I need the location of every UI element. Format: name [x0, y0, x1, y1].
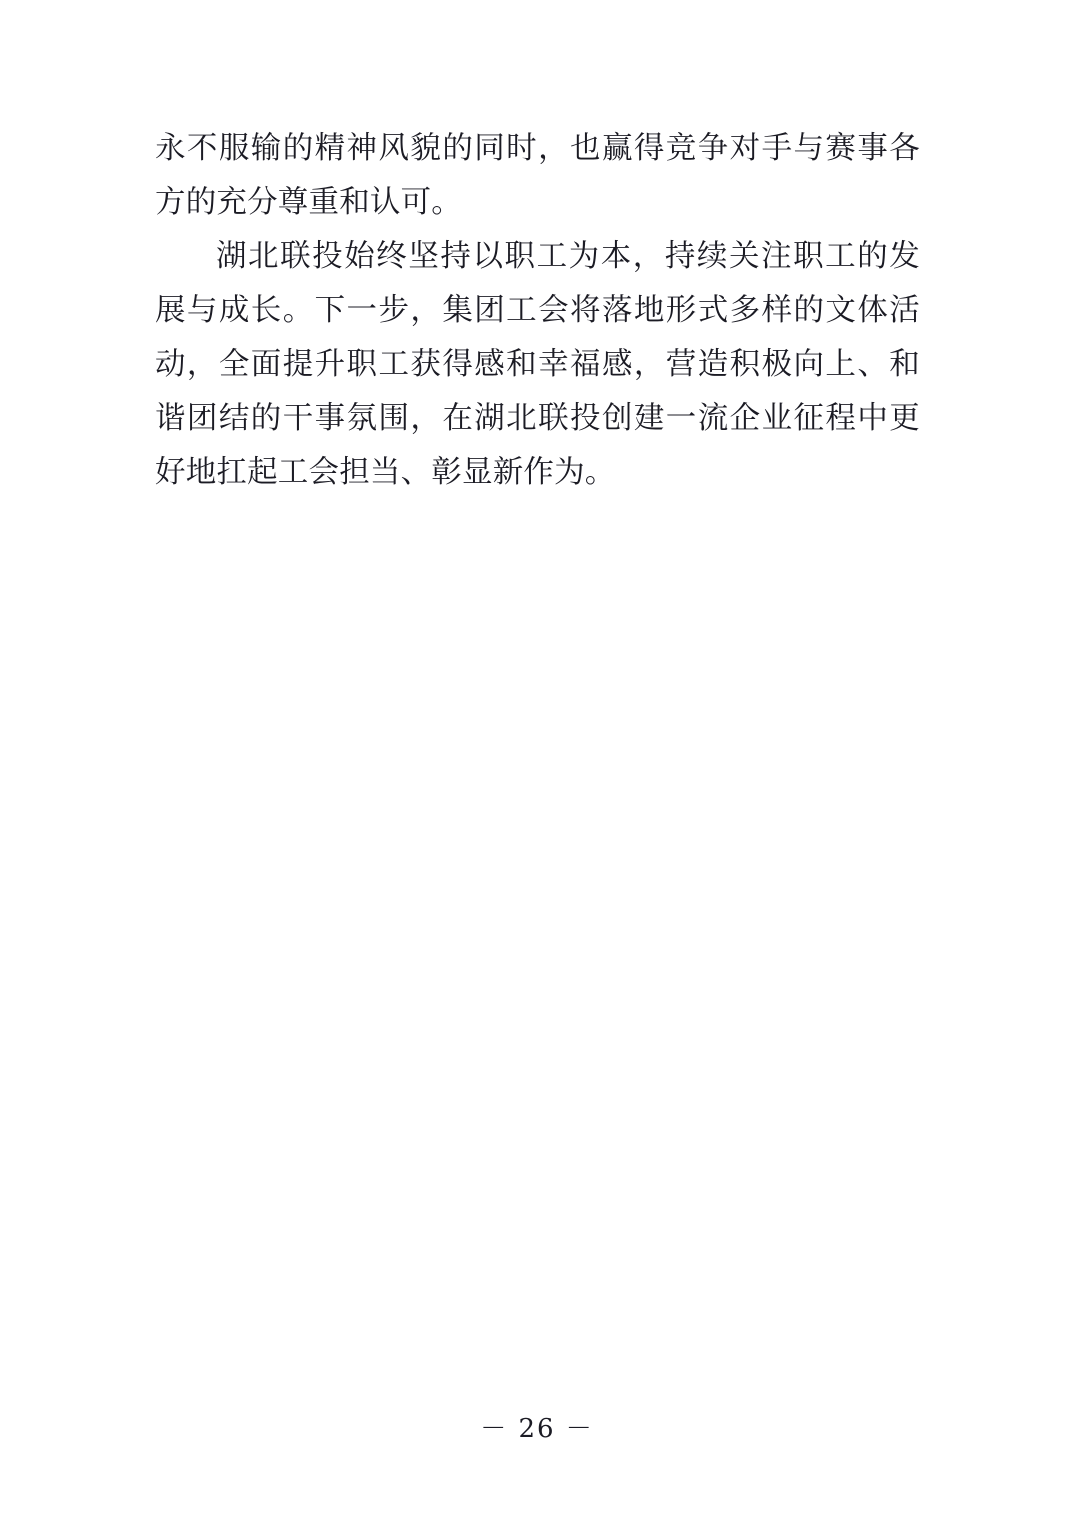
- page-number-footer: － 26 －: [480, 1414, 594, 1444]
- page-body: [155, 122, 920, 500]
- paragraph-continued: 永不服输的精神风貌的同时，也赢得竞争对手与赛事各方的充分尊重和认可。: [155, 131, 920, 220]
- paragraph-closing: 湖北联投始终坚持以职工为本，持续关注职工的发展与成长。下一步，集团工会将落地形式多样的文体活动，全面提升职工获得感和幸福感，营造积极向上、和谐团结的干事氛围，在湖北联投创建一流企业征程中更好地扛起工会担当、彰显新作为。: [155, 239, 920, 490]
